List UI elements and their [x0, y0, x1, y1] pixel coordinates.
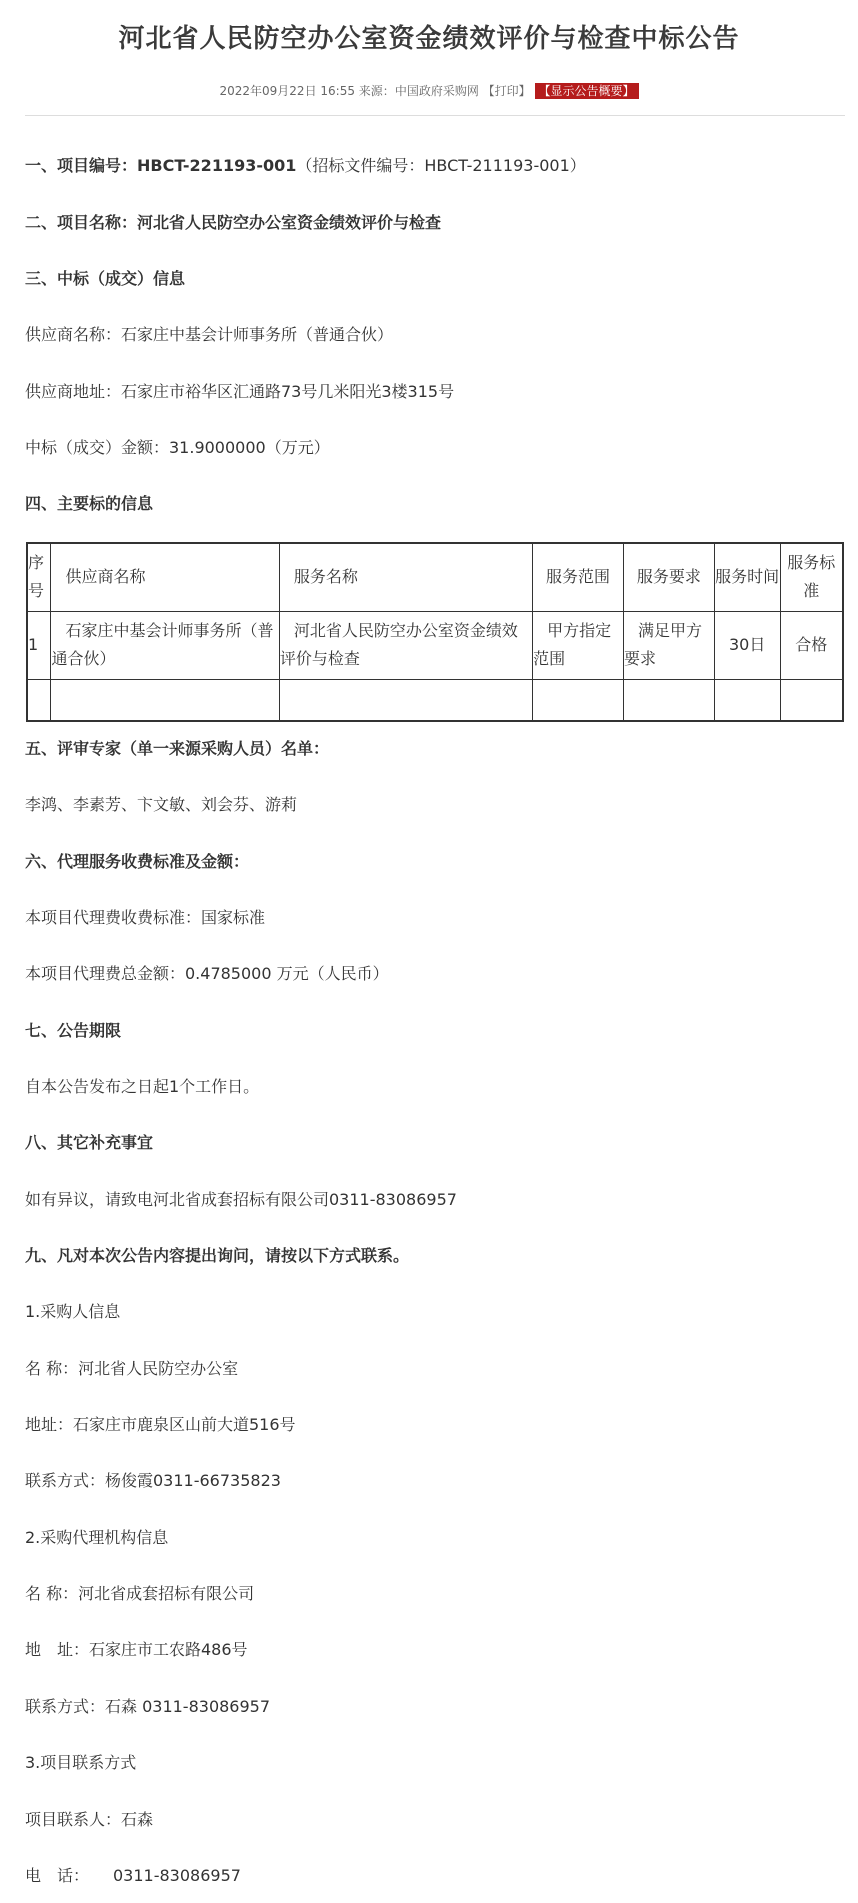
- section-project-name: 二、项目名称：河北省人民防空办公室资金绩效评价与检查: [25, 213, 442, 232]
- notice-period: 自本公告发布之日起1个工作日。: [25, 1077, 260, 1096]
- section-main-items: 四、主要标的信息: [25, 494, 154, 513]
- supplier-name: 供应商名称：石家庄中基会计师事务所（普通合伙）: [25, 325, 394, 344]
- purchaser-info-title: 1.采购人信息: [25, 1302, 121, 1321]
- meta-line: [0, 82, 858, 99]
- section-notice-period: 七、公告期限: [25, 1021, 122, 1040]
- table-row: [27, 611, 843, 679]
- header-cell: 服务时间: [714, 543, 780, 611]
- section-contact: 九、凡对本次公告内容提出询问，请按以下方式联系。: [25, 1246, 410, 1265]
- table-cell: 甲方指定范围: [533, 611, 624, 679]
- print-link[interactable]: 【打印】: [482, 84, 531, 98]
- source-name: 中国政府采购网: [394, 84, 479, 98]
- source-label: 来源：: [358, 84, 395, 98]
- agency-info-title: 2.采购代理机构信息: [25, 1528, 169, 1547]
- project-code-label: 一、项目编号：: [25, 156, 138, 175]
- show-summary-button[interactable]: 【显示公告概要】: [535, 83, 639, 99]
- fee-total: 本项目代理费总金额：0.4785000 万元（人民币）: [25, 964, 389, 983]
- header-divider: [25, 115, 845, 116]
- section-experts: 五、评审专家（单一来源采购人员）名单：: [25, 739, 330, 758]
- section-project-code: [25, 153, 586, 176]
- agency-name: 名 称：河北省成套招标有限公司: [25, 1584, 255, 1603]
- agency-contact: 联系方式：石森 0311-83086957: [25, 1697, 271, 1716]
- section-agency-fee: 六、代理服务收费标准及金额：: [25, 852, 250, 871]
- table-header-row: [27, 543, 843, 611]
- award-amount: 中标（成交）金额：31.9000000（万元）: [25, 438, 330, 457]
- header-cell: 服务名称: [279, 543, 532, 611]
- header-cell: 供应商名称: [51, 543, 279, 611]
- table-cell: 1: [27, 611, 51, 679]
- objection-contact: 如有异议，请致电河北省成套招标有限公司0311-83086957: [25, 1190, 457, 1209]
- bid-table: [26, 542, 844, 722]
- table-cell: 满足甲方要求: [623, 611, 714, 679]
- purchaser-name: 名 称：河北省人民防空办公室: [25, 1359, 239, 1378]
- table-cell: 石家庄中基会计师事务所（普通合伙）: [51, 611, 279, 679]
- project-contact-phone: 电 话： 0311-83086957: [25, 1866, 241, 1885]
- table-cell: 30日: [714, 611, 780, 679]
- header-cell: 服务要求: [623, 543, 714, 611]
- expert-list: 李鸿、李素芳、卞文敏、刘会芬、游莉: [25, 795, 298, 814]
- header-cell: 序号: [27, 543, 51, 611]
- header-cell: 服务标准: [780, 543, 843, 611]
- section-award-info: 三、中标（成交）信息: [25, 269, 186, 288]
- section-other-matters: 八、其它补充事宜: [25, 1133, 154, 1152]
- purchaser-address: 地址：石家庄市鹿泉区山前大道516号: [25, 1415, 296, 1434]
- publish-date: 2022年09月22日 16:55: [219, 84, 355, 98]
- page-title: 河北省人民防空办公室资金绩效评价与检查中标公告: [118, 24, 740, 54]
- tender-file-code: （招标文件编号：HBCT-211193-001）: [296, 156, 586, 175]
- project-contact-title: 3.项目联系方式: [25, 1753, 137, 1772]
- project-code: HBCT-221193-001: [137, 156, 297, 175]
- agency-address: 地 址：石家庄市工农路486号: [25, 1640, 248, 1659]
- header-cell: 服务范围: [533, 543, 624, 611]
- table-cell: 合格: [780, 611, 843, 679]
- purchaser-contact: 联系方式：杨俊霞0311-66735823: [25, 1471, 281, 1490]
- project-contact-person: 项目联系人：石森: [25, 1810, 154, 1829]
- fee-standard: 本项目代理费收费标准：国家标准: [25, 908, 266, 927]
- table-empty-row: [27, 679, 843, 721]
- table-cell: 河北省人民防空办公室资金绩效评价与检查: [279, 611, 532, 679]
- supplier-address: 供应商地址：石家庄市裕华区汇通路73号几米阳光3楼315号: [25, 382, 455, 401]
